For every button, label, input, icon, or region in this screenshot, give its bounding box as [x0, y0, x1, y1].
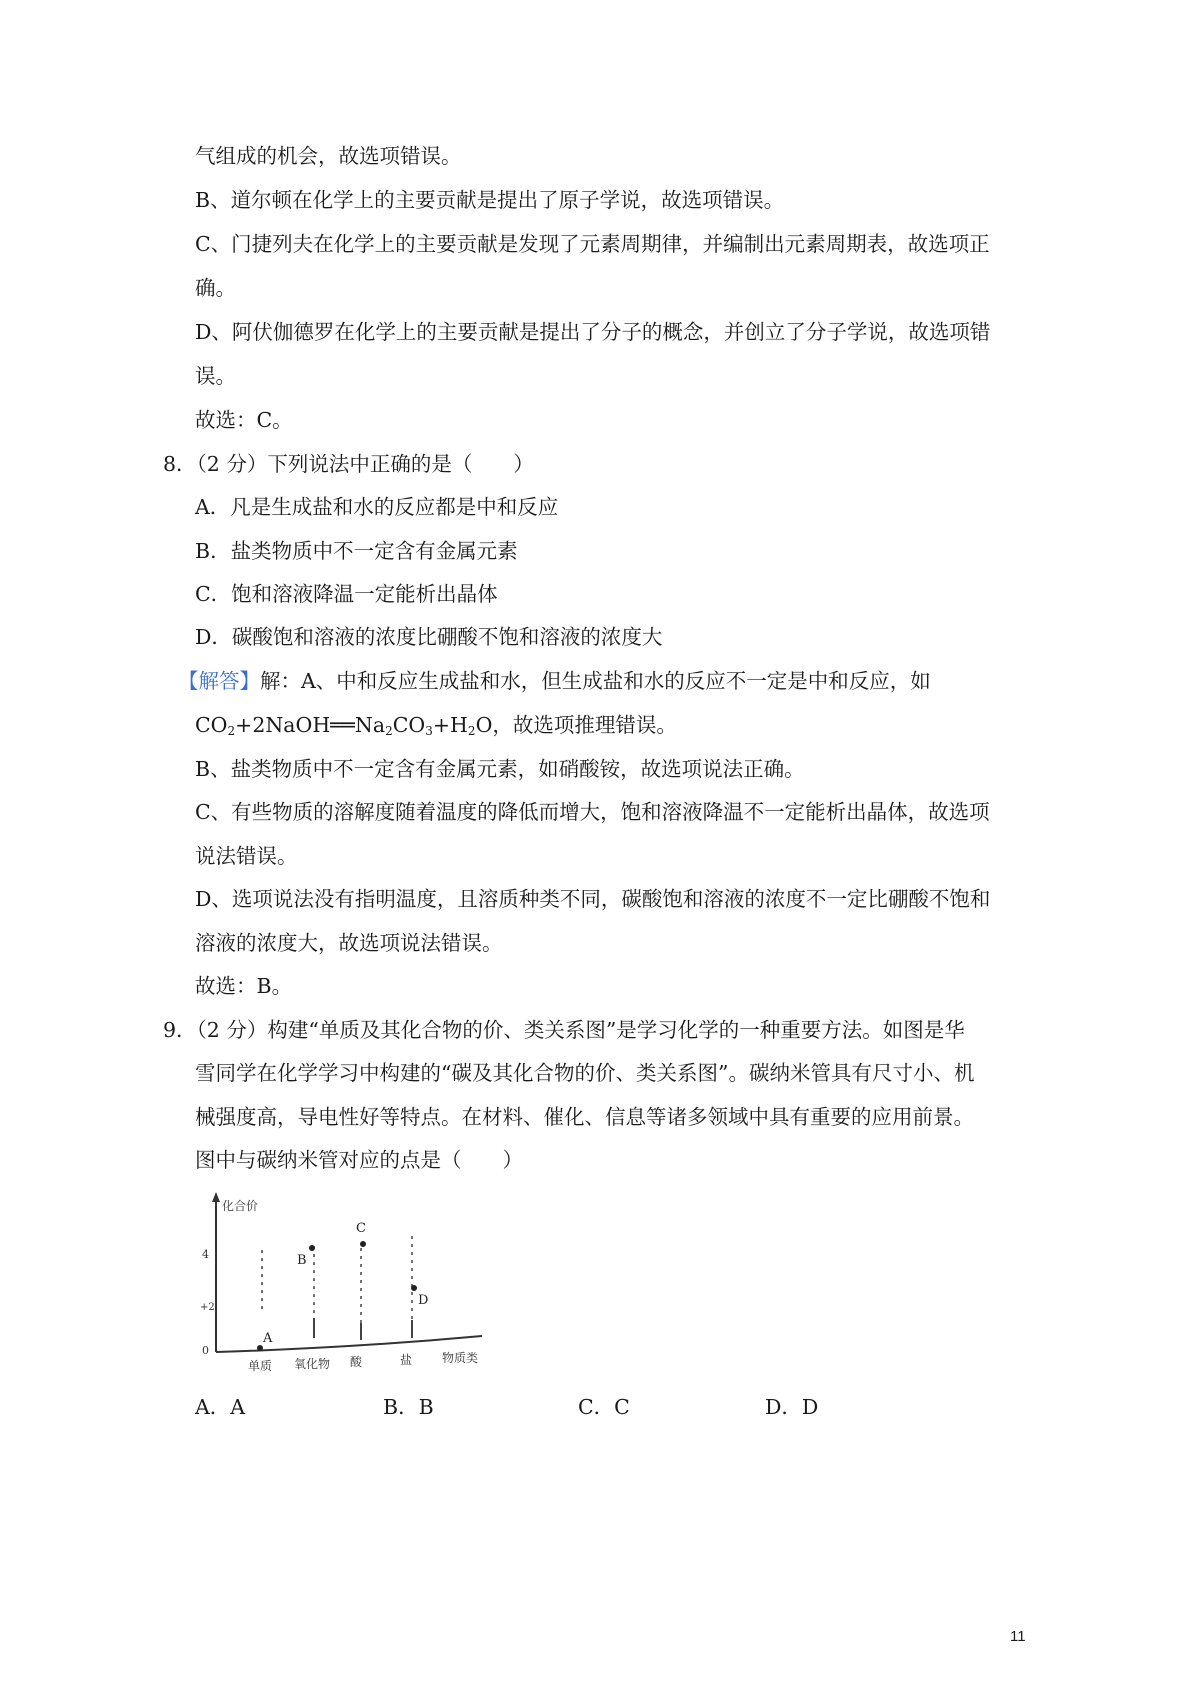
question-8-option-c: C．饱和溶液降温一定能析出晶体 [195, 582, 498, 606]
question-8-option-b: B．盐类物质中不一定含有金属元素 [195, 539, 518, 563]
category-label: 盐 [400, 1353, 413, 1367]
y-axis-title: 化合价 [222, 1199, 259, 1213]
answer-text: ，故选项推理错误。 [492, 713, 677, 737]
question-8-option-d: D．碳酸饱和溶液的浓度比硼酸不饱和溶液的浓度大 [195, 625, 663, 649]
question-9-stem: 械强度高，导电性好等特点。在材料、催化、信息等诸多领域中具有重要的应用前景。 [195, 1105, 974, 1129]
text-line: B、盐类物质中不一定含有金属元素，如硝酸铵，故选项说法正确。 [195, 757, 805, 781]
text-line: 确。 [195, 276, 236, 300]
answer-choice-line: 故选：B。 [195, 974, 293, 998]
text-line: B、道尔顿在化学上的主要贡献是提出了原子学说，故选项错误。 [195, 188, 785, 212]
category-label: 酸 [350, 1355, 363, 1369]
question-9-stem: 9．（2 分）构建“单质及其化合物的价、类关系图”是学习化学的一种重要方法。如图是华 [163, 1018, 965, 1042]
y-tick: 0 [202, 1344, 209, 1357]
point-label-c: C [356, 1221, 366, 1236]
equation: $CO_2+2NaOH══Na_2CO_3+H_2O$ [195, 713, 493, 738]
text-line: C、门捷列夫在化学上的主要贡献是发现了元素周期律，并编制出元素周期表，故选项正 [195, 232, 990, 256]
point-label-b: B [297, 1253, 307, 1268]
equation-line [195, 711, 677, 745]
category-label: 单质 [248, 1359, 273, 1373]
point-b [309, 1245, 315, 1251]
question-8-stem: 8．（2 分）下列说法中正确的是（ ） [163, 452, 534, 476]
text-line: C、有些物质的溶解度随着温度的降低而增大，饱和溶液降温不一定能析出晶体，故选项 [195, 800, 990, 824]
text-line: D、阿伏伽德罗在化学上的主要贡献是提出了分子的概念，并创立了分子学说，故选项错 [195, 320, 991, 344]
question-8-option-a: A．凡是生成盐和水的反应都是中和反应 [195, 495, 559, 519]
question-9-option-a: A．A [195, 1395, 246, 1419]
text-line: 误。 [195, 364, 236, 388]
answer-choice-line: 故选：C。 [195, 408, 293, 432]
question-9-option-b: B．B [383, 1395, 434, 1419]
page-number: 11 [1010, 1628, 1026, 1645]
question-9-stem: 雪同学在化学学习中构建的“碳及其化合物的价、类关系图”。碳纳米管具有尺寸小、机 [195, 1061, 975, 1085]
text-line: 说法错误。 [195, 844, 298, 868]
point-label-a: A [263, 1331, 273, 1346]
y-tick: +2 [200, 1302, 215, 1313]
point-label-d: D [418, 1293, 429, 1308]
question-9-option-c: C．C [578, 1395, 630, 1419]
text-line: D、选项说法没有指明温度，且溶质种类不同，碳酸饱和溶液的浓度不一定比硼酸不饱和 [195, 887, 991, 911]
y-tick: 4 [202, 1248, 209, 1261]
valence-category-figure [200, 1188, 530, 1388]
answer-line [178, 667, 931, 695]
x-axis [216, 1336, 482, 1352]
question-9-option-d: D．D [765, 1395, 819, 1419]
question-9-stem: 图中与碳纳米管对应的点是（ ） [195, 1148, 523, 1172]
text-line: 气组成的机会，故选项错误。 [195, 144, 462, 168]
answer-text: 解：A、中和反应生成盐和水，但生成盐和水的反应不一定是中和反应，如 [260, 669, 931, 693]
category-label: 氧化物 [294, 1357, 331, 1371]
text-line: 溶液的浓度大，故选项说法错误。 [195, 931, 503, 955]
y-axis-arrow-icon [212, 1192, 220, 1202]
category-label: 物质类 [442, 1351, 479, 1365]
answer-tag: 【解答】 [178, 669, 260, 693]
point-d [411, 1285, 417, 1291]
point-c [360, 1241, 366, 1247]
